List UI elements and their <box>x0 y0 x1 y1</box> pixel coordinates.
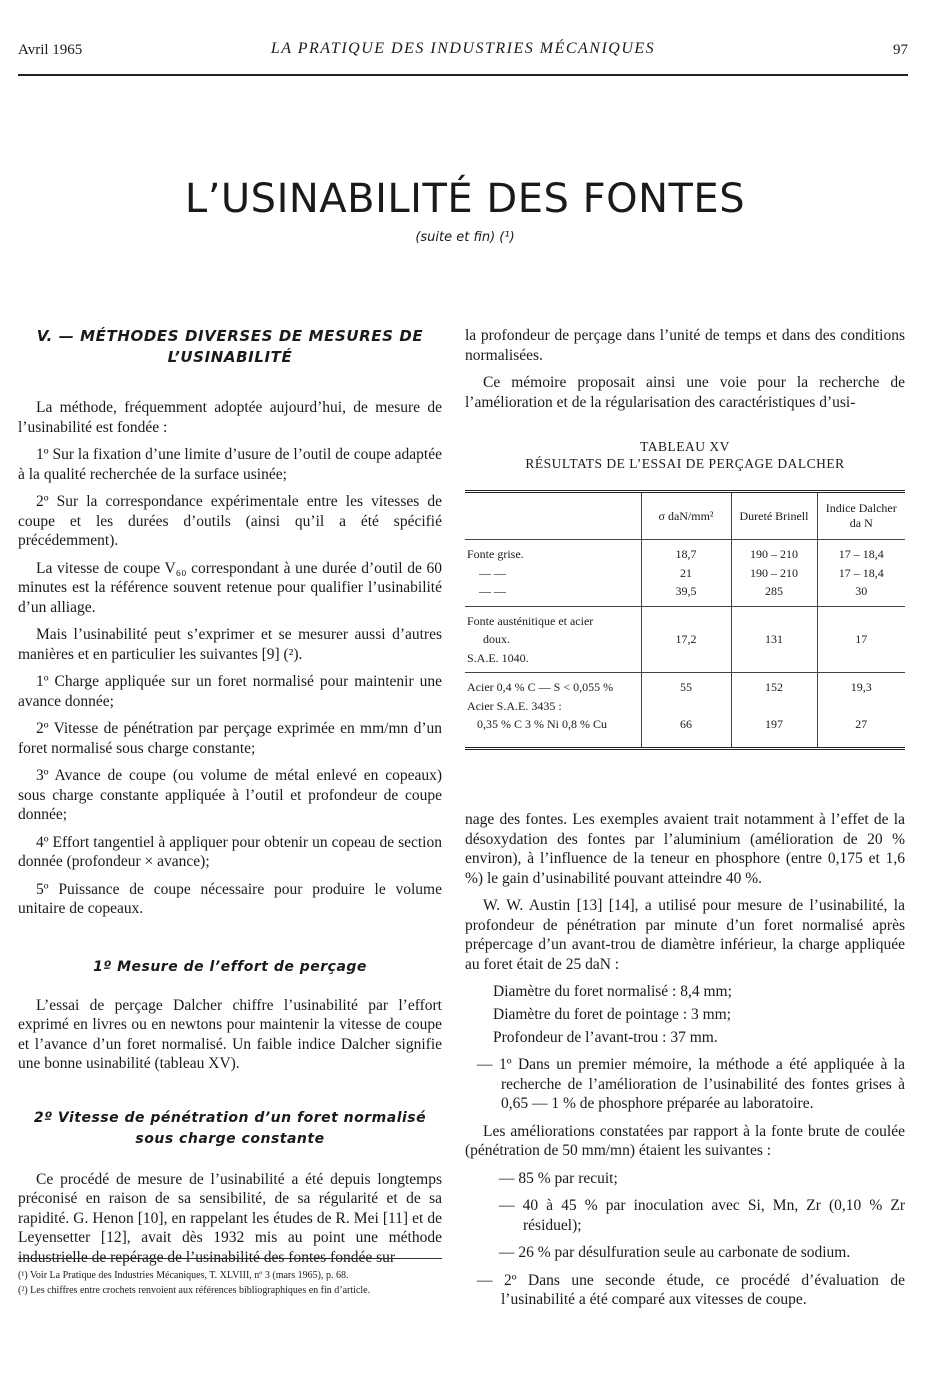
paragraph: 2º Sur la correspondance expérimentale entre les vitesses de coupe et les durées d’outils (ainsi qu’il a été spécifié précédemment). <box>18 493 442 549</box>
table-row <box>465 697 905 716</box>
table-cell: — — <box>465 582 641 606</box>
table-row <box>465 673 905 697</box>
table-cell: 131 <box>731 630 817 649</box>
table-row <box>465 606 905 630</box>
table-header: Indice Dalcher da N <box>817 492 905 540</box>
paragraph: 4º Effort tangentiel à appliquer pour obtenir un copeau de section donnée (profondeur × avance); <box>18 833 442 870</box>
table-cell: 27 <box>817 715 905 748</box>
table-header <box>465 492 641 540</box>
paragraph: W. W. Austin [13] [14], a utilisé pour mesure de l’usinabilité, la profondeur de pénétration par minute d’un foret normalisé après prépercage d’un avant-trou de diamètre inférieur, la charge appliquée au foret était de 25 daN : <box>465 897 905 973</box>
paragraph: la profondeur de perçage dans l’unité de temps et dans des conditions normalisées. <box>465 327 905 364</box>
table-row <box>465 582 905 606</box>
paragraph: 5º Puissance de coupe nécessaire pour produire le volume unitaire de copeaux. <box>18 880 442 917</box>
paragraph: 1º Charge appliquée sur un foret normalisé pour maintenir une avance donnée; <box>18 673 442 710</box>
improvements-list <box>465 1169 905 1263</box>
journal-title: LA PRATIQUE DES INDUSTRIES MÉCANIQUES <box>270 40 656 57</box>
table-cell <box>731 697 817 716</box>
table-header: Dureté Brinell <box>731 492 817 540</box>
list-item: — 26 % par désulfuration seule au carbonate de sodium. <box>499 1244 851 1261</box>
specs-list <box>493 980 905 1049</box>
subsection-heading: 1º Mesure de l’effort de perçage <box>93 958 367 975</box>
table-cell: Fonte grise. <box>467 547 524 561</box>
paragraph: — 2º Dans une seconde étude, ce procédé d’évaluation de l’usinabilité a été comparé aux vitesses de coupe. <box>477 1271 905 1308</box>
issue-date: Avril 1965 <box>18 42 83 58</box>
table-cell: 285 <box>731 582 817 606</box>
article-subtitle: (suite et fin) (¹) <box>415 230 515 245</box>
paragraph: 3º Avance de coupe (ou volume de métal enlevé en copeaux) sous charge constante appliquée à l’outil et profondeur de coupe donnée; <box>18 767 442 823</box>
left-column <box>18 326 442 1275</box>
footnote: (¹) Voir La Pratique des Industries Mécaniques, T. XLVIII, nº 3 (mars 1965), p. 68. <box>18 1270 349 1281</box>
table-row <box>465 564 905 583</box>
table-cell: 0,35 % C 3 % Ni 0,8 % Cu <box>477 717 607 731</box>
table-header: σ daN/mm² <box>641 492 731 540</box>
section-heading: V. — MÉTHODES DIVERSES DE MESURES DE L’USINABILITÉ <box>36 327 424 366</box>
table-number: TABLEAU XV <box>640 439 730 454</box>
table-row <box>465 649 905 673</box>
table-cell: 18,7 <box>641 540 731 564</box>
table-cell: 39,5 <box>641 582 731 606</box>
right-column-continued <box>465 810 905 1318</box>
table-cell <box>817 606 905 630</box>
paragraph: 1º Sur la fixation d’une limite d’usure de l’outil de coupe adaptée à la qualité recherchée de la surface usinée; <box>18 446 442 483</box>
table-cell <box>641 649 731 673</box>
table-cell: Fonte austénitique et acier <box>467 613 594 628</box>
paragraph: 2º Vitesse de pénétration par perçage exprimée en mm/mn d’un foret normalisé sous charge constante; <box>18 720 442 757</box>
list-item: Diamètre du foret normalisé : 8,4 mm; <box>493 983 732 1000</box>
table-cell: 197 <box>731 715 817 748</box>
right-column <box>465 326 905 420</box>
table-cell: 17 <box>817 630 905 649</box>
table-cell: 21 <box>641 564 731 583</box>
paragraph: Les améliorations constatées par rapport à la fonte brute de coulée (pénétration de 50 mm/mn) étaient les suivantes : <box>465 1122 905 1159</box>
table-cell: doux. <box>483 632 510 646</box>
paragraph: — 1º Dans un premier mémoire, la méthode a été appliquée à la recherche de l’amélioration de l’usinabilité des fontes grises à 0,65 — 1 % de phosphore préparée au laboratoire. <box>477 1056 905 1112</box>
table-cell: 55 <box>641 673 731 697</box>
paragraph: L’essai de perçage Dalcher chiffre l’usinabilité par l’effort exprimé en livres ou en newtons pour maintenir la vitesse de coupe et l’avance d’un foret normalisé. Un faible indice Dalcher signifie une bonne usinabilité (tableau XV). <box>18 996 442 1072</box>
list-item: Profondeur de l’avant-trou : 37 mm. <box>493 1029 718 1046</box>
table-cell: 190 – 210 <box>731 564 817 583</box>
page-header <box>18 38 908 76</box>
paragraph: Mais l’usinabilité peut s’exprimer et se mesurer aussi d’autres manières et en particulier les suivantes [9] (²). <box>18 626 442 663</box>
table-cell: 30 <box>817 582 905 606</box>
page-number: 97 <box>893 42 908 58</box>
table-cell: 17 – 18,4 <box>817 564 905 583</box>
table-row <box>465 540 905 564</box>
table-row <box>465 715 905 748</box>
table-cell: 19,3 <box>817 673 905 697</box>
table-cell <box>641 606 731 630</box>
list-item: — 40 à 45 % par inoculation avec Si, Mn, Zr (0,10 % Zr résiduel); <box>499 1197 905 1234</box>
table-cell: 17,2 <box>641 630 731 649</box>
table-cell: Acier S.A.E. 3435 : <box>467 698 562 713</box>
table-cell: Acier 0,4 % C — S < 0,055 % <box>467 680 614 694</box>
table-cell <box>641 697 731 716</box>
table-xv <box>465 438 905 750</box>
footnotes <box>18 1258 442 1299</box>
table-cell: 190 – 210 <box>731 540 817 564</box>
list-item: Diamètre du foret de pointage : 3 mm; <box>493 1006 732 1023</box>
table-cell <box>817 697 905 716</box>
list-item: — 85 % par recuit; <box>499 1169 618 1187</box>
table-cell: — — <box>479 565 506 580</box>
subsection-heading: 2º Vitesse de pénétration d’un foret normalisé sous charge constante <box>33 1109 427 1147</box>
article-title: L’USINABILITÉ DES FONTES <box>184 176 746 222</box>
table-cell: 66 <box>641 715 731 748</box>
paragraph: nage des fontes. Les exemples avaient trait notamment à l’effet de la désoxydation des fontes par l’aluminium (amélioration de 20 % environ), à l’influence de la teneur en phosphore (entre 0,175 et 1,6 %) le gain d’usinabilité pouvant atteindre 40 %. <box>465 811 905 887</box>
table-row <box>465 630 905 649</box>
table-cell <box>731 606 817 630</box>
table-caption: RÉSULTATS DE L’ESSAI DE PERÇAGE DALCHER <box>525 456 845 471</box>
table-cell: 152 <box>731 673 817 697</box>
table-cell <box>731 649 817 673</box>
dalcher-table <box>465 490 905 750</box>
footnote: (²) Les chiffres entre crochets renvoient aux références bibliographiques en fin d’article. <box>18 1285 371 1296</box>
paragraph: La méthode, fréquemment adoptée aujourd’hui, de mesure de l’usinabilité est fondée : <box>18 399 442 436</box>
paragraph: La vitesse de coupe V₆₀ correspondant à une durée d’outil de 60 minutes est la référence souvent retenue pour qualifier l’usinabilité d’un alliage. <box>18 559 442 616</box>
table-cell: 17 – 18,4 <box>817 540 905 564</box>
paragraph: Ce procédé de mesure de l’usinabilité a été depuis longtemps préconisé en raison de sa sensibilité, de sa régularité et de sa rapidité. G. Henon [10], en rappelant les études de R. Mei [11] et de Leyensetter [12], avait dès 1932 mis au point une méthode industrielle de repérage de l’usinabilité des fontes fondée sur <box>18 1170 442 1266</box>
paragraph: Ce mémoire proposait ainsi une voie pour la recherche de l’amélioration et de la régularisation des caractéristiques d’usi- <box>465 374 905 411</box>
table-cell <box>817 649 905 673</box>
table-header-row <box>465 492 905 540</box>
table-cell: S.A.E. 1040. <box>465 649 641 673</box>
